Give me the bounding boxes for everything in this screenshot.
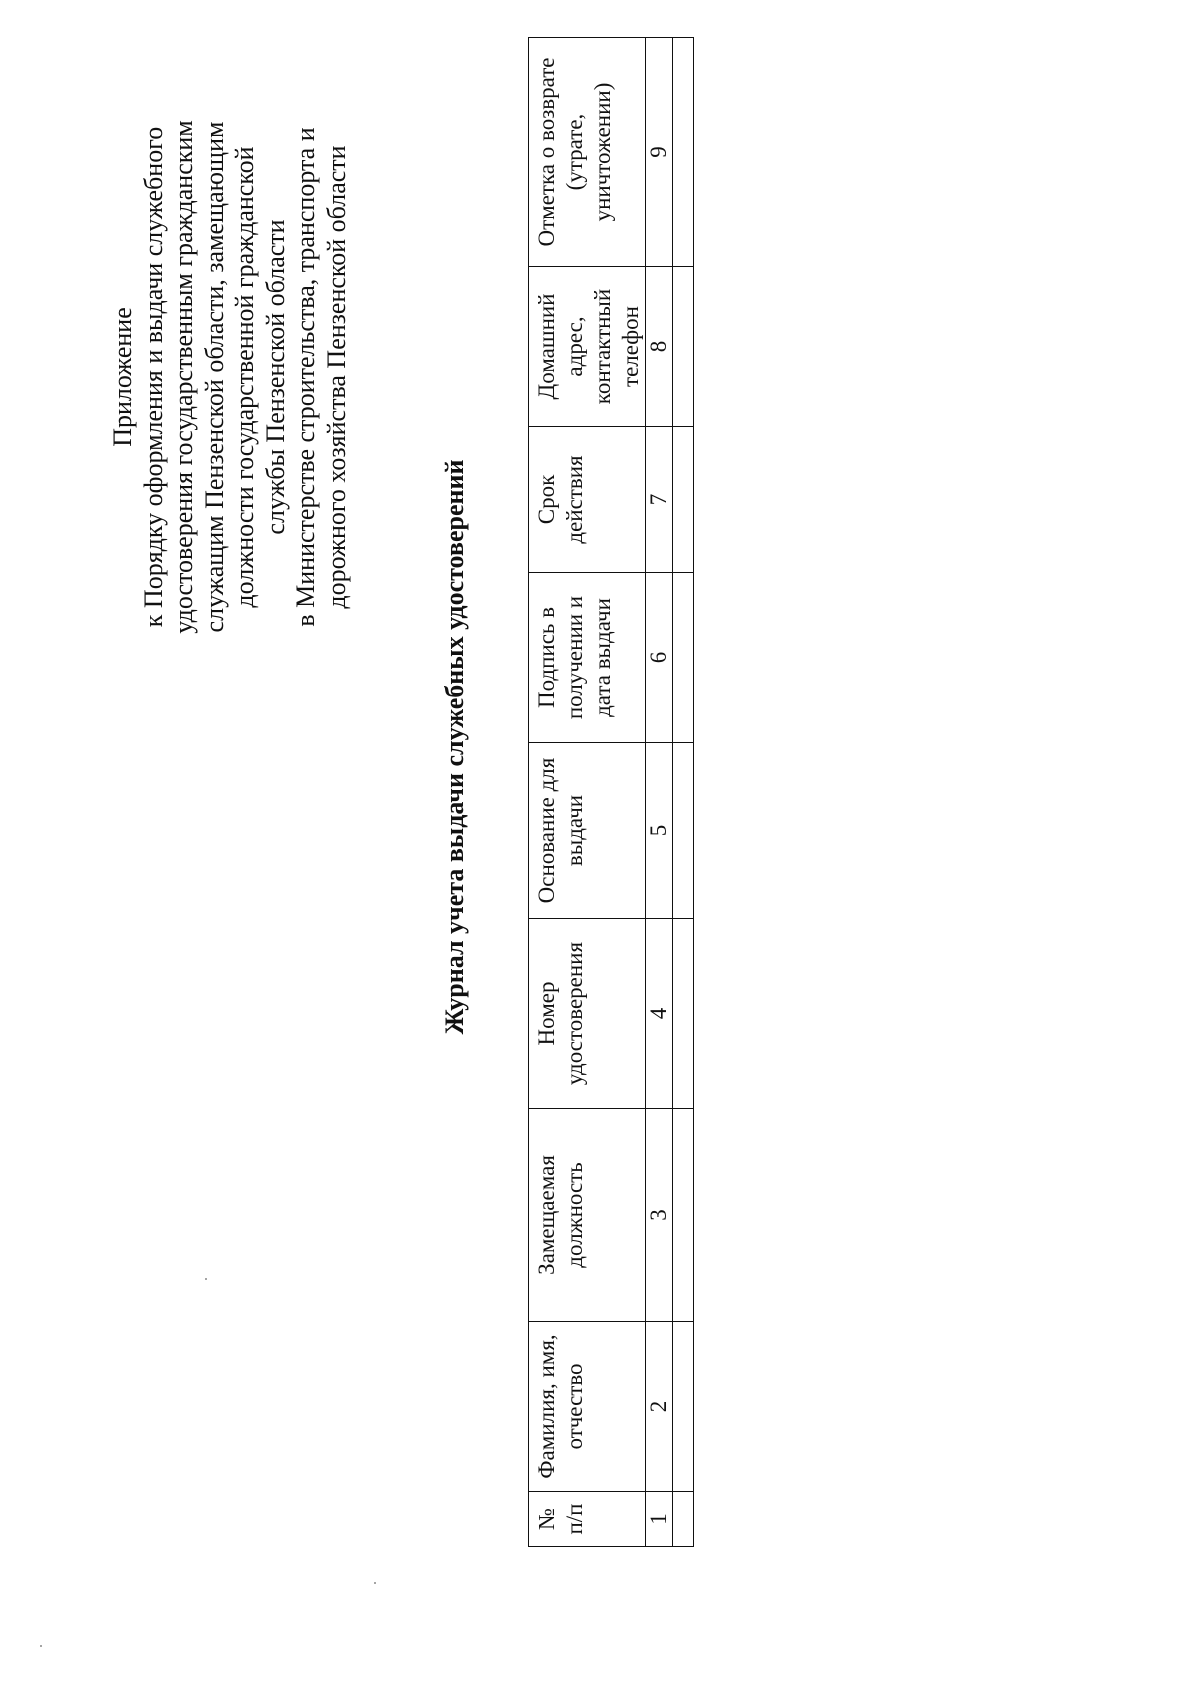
table-cell-empty bbox=[673, 743, 694, 919]
appendix-header bbox=[108, 107, 352, 647]
appendix-line-7: в Министерстве строительства, транспорта и bbox=[291, 127, 320, 627]
journal-title: Журнал учета выдачи служебных удостоверений bbox=[440, 459, 469, 1035]
column-header: № п/п bbox=[529, 1492, 646, 1547]
table-cell-empty bbox=[673, 1322, 694, 1492]
column-header: Отметка о возврате (утрате, уничтожении) bbox=[529, 38, 646, 267]
column-number: 4 bbox=[646, 919, 673, 1109]
table-cell-empty bbox=[673, 573, 694, 743]
appendix-line-3: удостоверения государственным гражданским bbox=[169, 120, 198, 634]
column-number: 8 bbox=[646, 267, 673, 427]
appendix-line-5: должности государственной гражданской bbox=[230, 146, 259, 608]
appendix-line-6: службы Пензенской области bbox=[260, 219, 290, 535]
journal-table bbox=[528, 37, 694, 1547]
column-header: Подпись в получении и дата выдачи bbox=[529, 573, 646, 743]
table-header-row bbox=[529, 38, 646, 1547]
scan-speck bbox=[40, 1645, 42, 1647]
column-header: Домашний адрес, контактный телефон bbox=[529, 267, 646, 427]
appendix-line-4: служащим Пензенской области, замещающим bbox=[199, 121, 229, 633]
scan-speck bbox=[374, 1582, 376, 1584]
column-number-row bbox=[646, 38, 673, 1547]
table-cell-empty bbox=[673, 38, 694, 267]
table-cell-empty bbox=[673, 1492, 694, 1547]
column-number: 6 bbox=[646, 573, 673, 743]
appendix-line-8: дорожного хозяйства Пензенской области bbox=[321, 145, 351, 609]
column-header: Замещаемая должность bbox=[529, 1109, 646, 1322]
table-cell-empty bbox=[673, 427, 694, 573]
table-cell-empty bbox=[673, 267, 694, 427]
table-cell-empty bbox=[673, 1109, 694, 1322]
column-header: Основание для выдачи bbox=[529, 743, 646, 919]
column-number: 7 bbox=[646, 427, 673, 573]
column-number: 3 bbox=[646, 1109, 673, 1322]
appendix-line-1: Приложение bbox=[108, 307, 137, 447]
column-number: 5 bbox=[646, 743, 673, 919]
table-cell-empty bbox=[673, 919, 694, 1109]
column-header: Фамилия, имя, отчество bbox=[529, 1322, 646, 1492]
column-number: 9 bbox=[646, 38, 673, 267]
appendix-line-2: к Порядку оформления и выдачи служебного bbox=[138, 126, 168, 628]
column-number: 2 bbox=[646, 1322, 673, 1492]
column-header: Номер удостоверения bbox=[529, 919, 646, 1109]
column-number: 1 bbox=[646, 1492, 673, 1547]
table-row-empty bbox=[673, 38, 694, 1547]
scan-speck bbox=[205, 1278, 207, 1280]
column-header: Срок действия bbox=[529, 427, 646, 573]
